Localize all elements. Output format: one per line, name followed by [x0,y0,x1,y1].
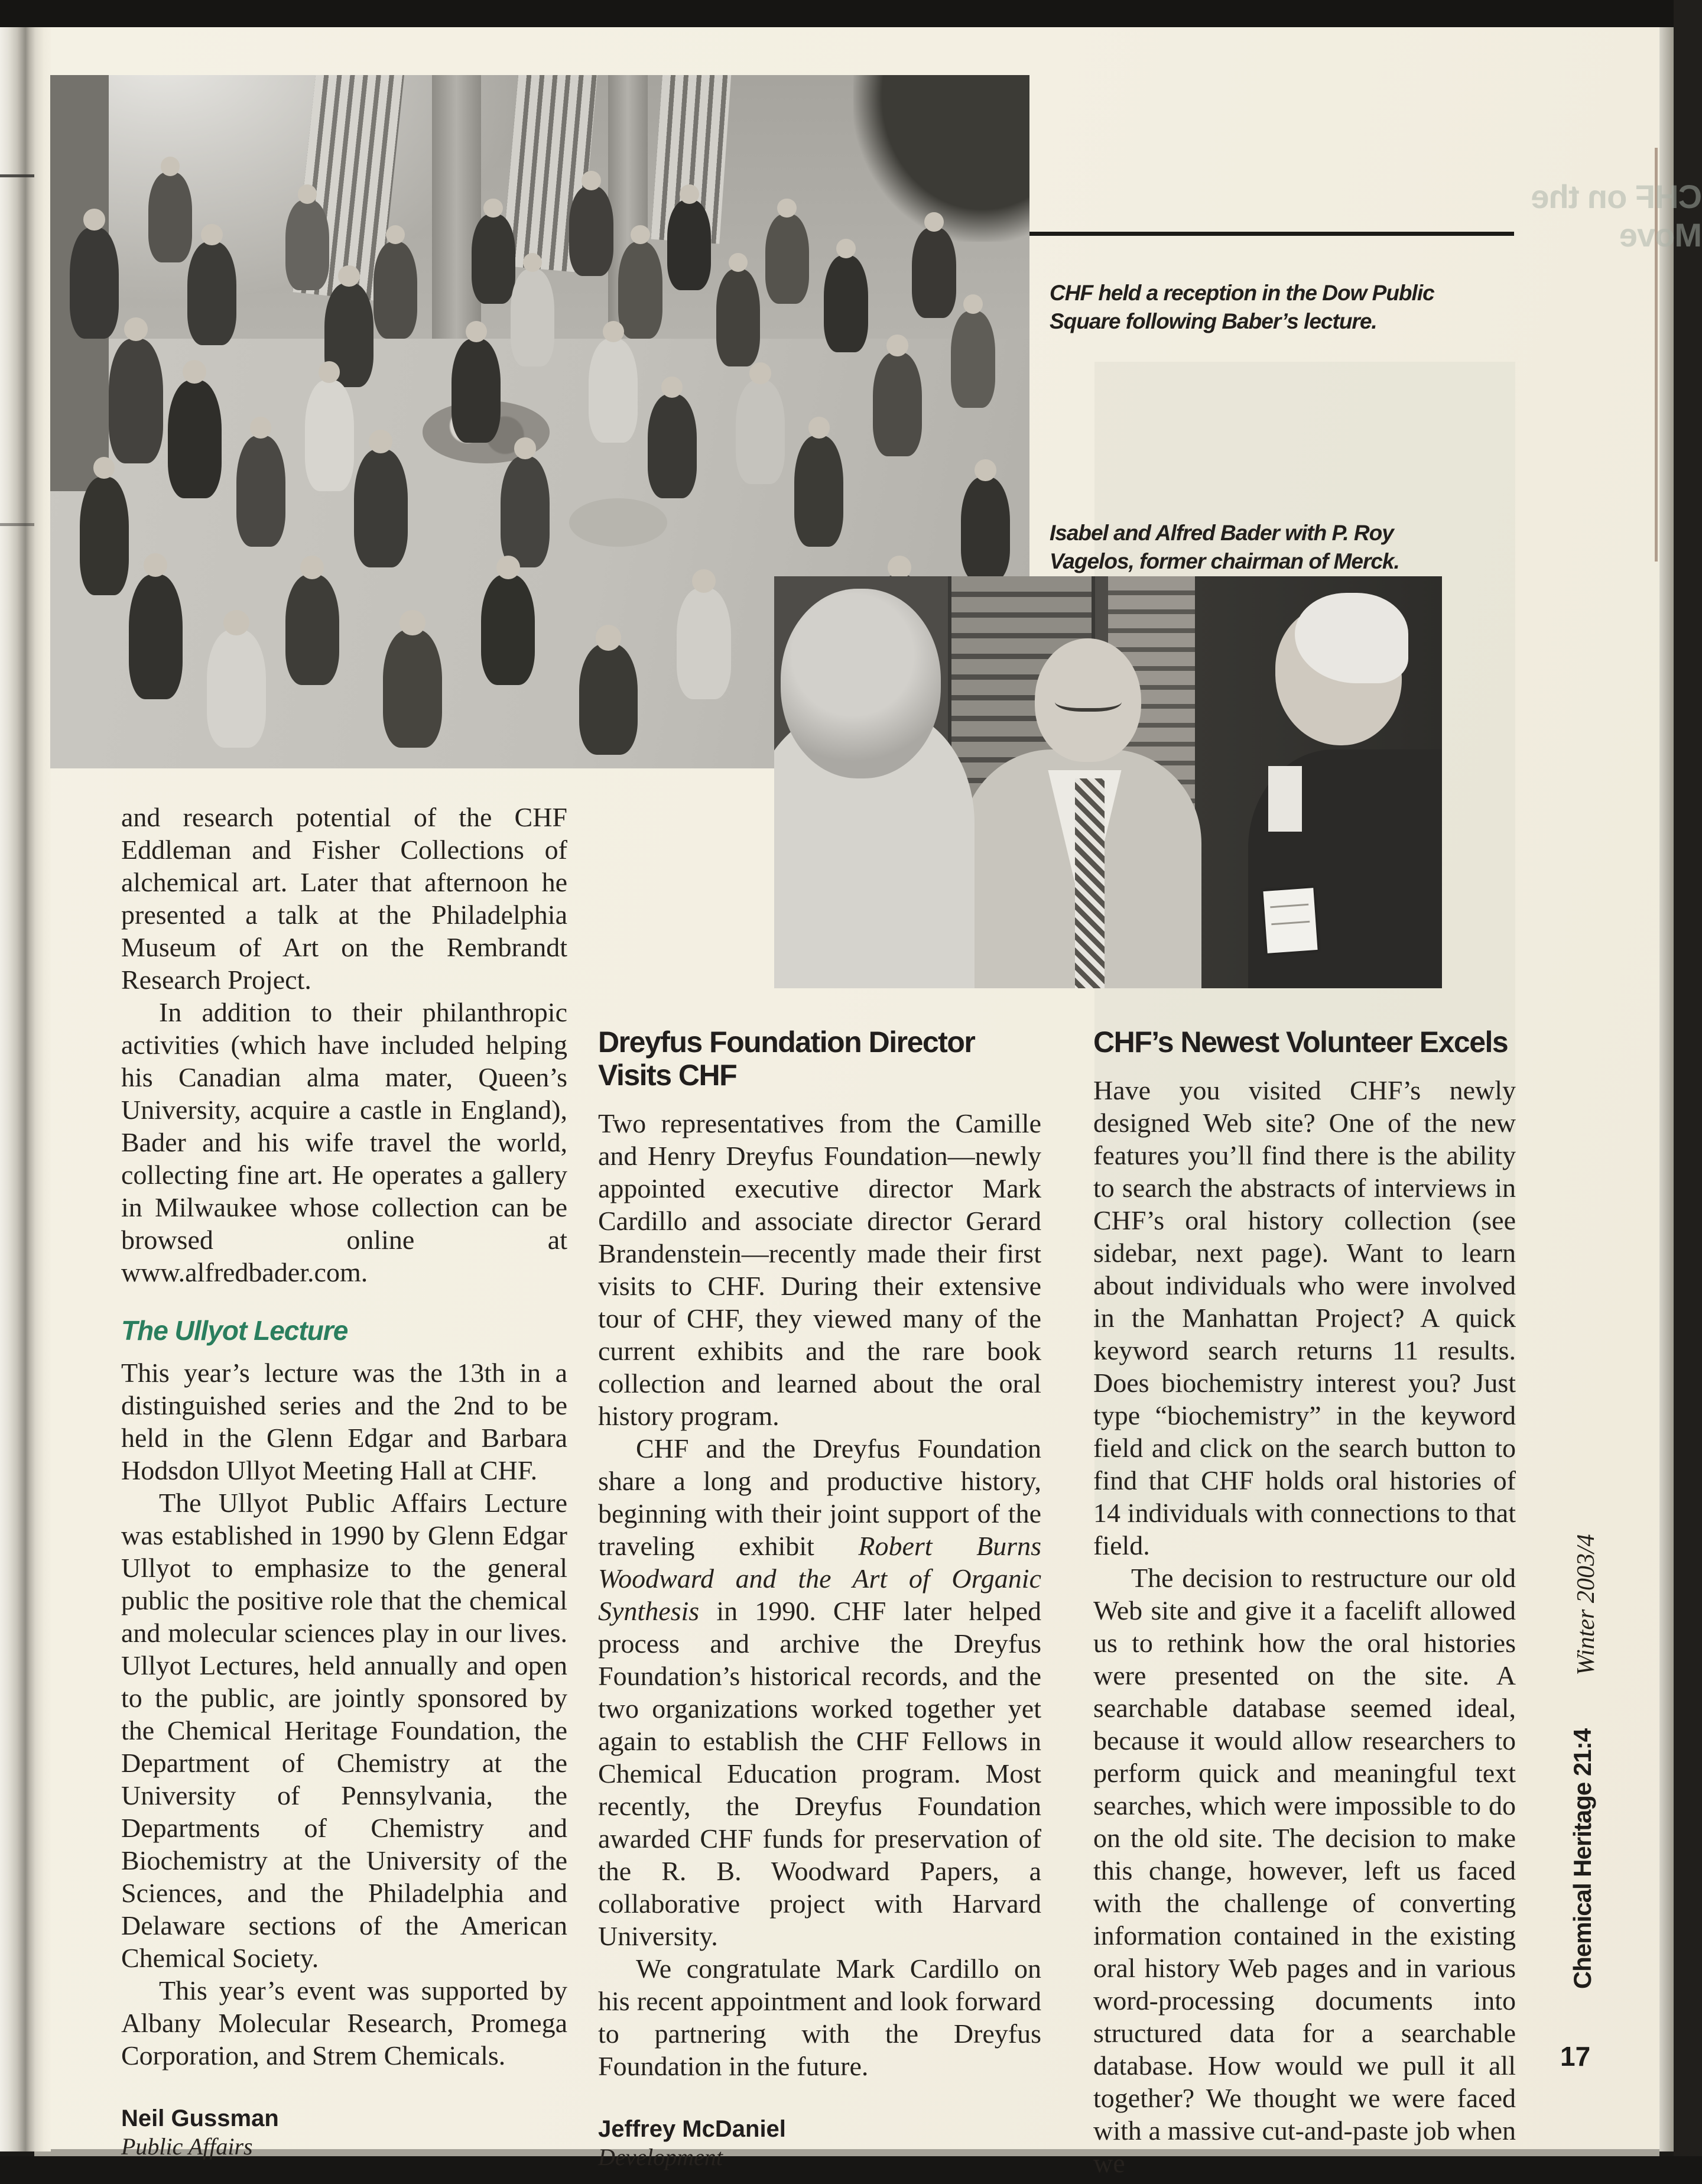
guest-figure [667,200,712,290]
byline-role: Development [598,2144,723,2170]
guest-figure [579,644,638,755]
guest-figure [148,172,193,262]
body-paragraph: This year’s lecture was the 13th in a distinguished series and the 2nd to be held in the Glenn Edgar and Barbara Hodsdon Ullyot Meeting Hall at CHF. [121,1358,567,1485]
column-left [121,801,567,2161]
guest-figure [618,242,662,339]
byline [598,2115,1041,2172]
guest-figure [589,339,638,443]
spine-mark [0,523,34,526]
bleed-through-headline: CHF on the Move [1531,178,1702,254]
name-badge [1263,888,1317,953]
byline-role: Public Affairs [121,2133,253,2160]
guest-figure [285,200,330,290]
body-paragraph: The decision to restructure our old Web site and give it a facelift allowed us to rethink how the oral histories were presented on the site. A searchable database seemed ideal, because it would allow researchers to perform quick and meaningful text searches, which were impossible to do on the old site. The decision to make this change, however, left us faced with the challenge of converting information contained in the existing oral history Web pages and in various word-processing documents into structured data for a searchable database. How would we pull it all together? We thought we were faced with a massive cut-and-paste job when we [1093,1563,1516,2178]
column-right [1093,1026,1516,2179]
guest-figure [716,269,761,366]
journal-title-vertical: Chemical Heritage 21:4 [1568,1728,1596,1990]
exhibit-title-italic: Robert Burns Woodward and the Art of Organic Synthesis [598,1531,1041,1626]
guest-figure [80,477,129,595]
issue-season-vertical: Winter 2003/4 [1573,1534,1600,1676]
body-paragraph: and research potential of the CHF Eddleman and Fisher Collections of alchemical art. Later that afternoon he presented a talk at the Philadelphia Museum of Art on the Rembrandt Research Project. [121,802,567,995]
guest-figure [677,588,730,699]
body-paragraph: We congratulate Mark Cardillo on his recent appointment and look forward to partnering with the Dreyfus Foundation in the future. [598,1953,1041,2081]
body-paragraph: The Ullyot Public Affairs Lecture was established in 1990 by Glenn Edgar Ullyot to emphasize to the general public the positive role that the chemical and molecular sciences play in our lives. Ullyot Lectures, held annually and open to the public, are jointly sponsored by the Chemical Heritage Foundation, the Department of Chemistry at the University of Pennsylvania, the Departments of Chemistry and Biochemistry at the University of the Sciences, and the Philadelphia and Delaware sections of the American Chemical Society. [121,1488,567,1973]
guest-figure [873,352,922,456]
guest-figure [951,311,995,408]
guest-figure [354,449,408,567]
byline-name: Jeffrey McDaniel [598,2116,786,2142]
horizontal-rule [1029,232,1514,236]
text-run: CHF and the Dreyfus Foundation share a long and productive history, beginning with their joint support of the traveling exhibit [598,1433,1041,1561]
page-stack-edge [1659,27,1675,2151]
bader-glasses [1055,687,1122,712]
body-paragraph: Two representatives from the Camille and Henry Dreyfus Foundation—newly appointed executive director Mark Cardillo and associate director Gerard Brandenstein—recently made their first visits to CHF. During their extensive tour of CHF, they viewed many of the current exhibits and the rare book collection and learned about the oral history program. [598,1108,1041,1431]
byline [121,2104,567,2161]
body-paragraph: This year’s event was supported by Albany Molecular Research, Promega Corporation, and Strem Chemicals. [121,1975,567,2071]
guest-figure [961,477,1010,581]
text-run: in 1990. CHF later helped process and archive the Dreyfus Foundation’s historical records, and the two organizations worked together yet again to establish the CHF Fellows in Chemical Education program. Most recently, the Dreyfus Foundation awarded CHF funds for preservation of the R. B. Woodward Papers, a collaborative project with Harvard University. [598,1596,1041,1951]
article-heading-dreyfus: Dreyfus Foundation Director Visits CHF [598,1026,975,1092]
table [569,498,667,547]
isabel-hair [781,589,941,778]
vagelos-shirt [1268,766,1302,832]
guest-figure [168,380,222,498]
guest-figure [452,339,501,443]
guest-figure [912,228,956,317]
caption-reception: CHF held a reception in the Dow Public Square following Baber’s lecture. [1050,281,1434,333]
guest-figure [794,436,843,547]
guest-figure [511,269,555,366]
photo-baders-vagelos [774,576,1442,988]
guest-figure [70,228,119,339]
guest-figure [383,629,441,747]
guest-figure [236,436,285,547]
guest-figure [305,380,354,491]
body-paragraph [598,1432,1041,1952]
scan-edge-top [0,0,1702,27]
guest-figure [481,575,535,686]
guest-figure [373,242,418,339]
body-paragraph: In addition to their philanthropic activities (which have included helping his Canadian alma mater, Queen’s University, acquire a castle in England), Bader and his wife travel the world, collecting fine art. He operates a gallery in Milwaukee whose collection can be browsed online at www.alfredbader.com. [121,997,567,1287]
binding-spine [0,27,51,2151]
caption-baders: Isabel and Alfred Bader with P. Roy Vagelos, former chairman of Merck. [1050,521,1399,573]
article-heading-volunteer: CHF’s Newest Volunteer Excels [1093,1026,1508,1059]
column-middle [598,1026,1041,2172]
guest-figure [569,186,613,276]
guest-figure [207,629,265,747]
body-paragraph: Have you visited CHF’s newly designed Web site? One of the new features you’ll find there is the ability to search the abstracts of interviews in CHF’s oral history collection (see sidebar, next page). Want to learn about individuals who were involved in the Manhattan Project? A quick keyword search returns 11 results. Does biochemistry interest you? Just type “biochemistry” in the keyword field and click on the search button to find that CHF holds oral histories of 14 individuals with connections to that field. [1093,1075,1516,1560]
section-heading-ullyot: The Ullyot Lecture [121,1315,348,1346]
guest-figure [648,394,697,498]
guest-figure [765,214,810,304]
scan-edge-right [1674,0,1702,2184]
guest-figure [187,242,236,346]
page-number: 17 [1560,2041,1591,2072]
guest-figure [824,255,868,352]
guest-figure [501,456,550,567]
spine-mark [0,174,34,177]
guest-figure [109,339,163,463]
byline-name: Neil Gussman [121,2105,279,2131]
bader-tie [1075,778,1105,988]
guest-figure [285,575,339,686]
guest-figure [129,575,183,699]
guest-figure [736,380,785,484]
guest-figure [472,214,516,304]
